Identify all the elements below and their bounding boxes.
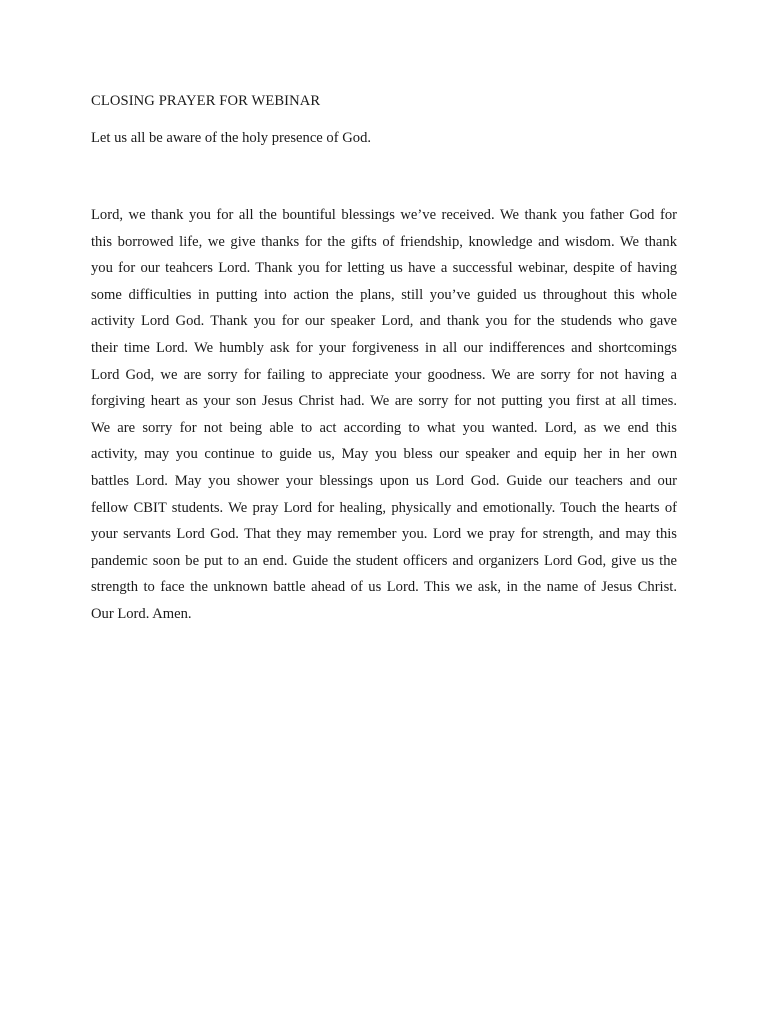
prayer-line: strength to face the unknown battle ahead of us Lord. This we ask, in the name of Jesus Christ. bbox=[91, 579, 677, 596]
document-title: CLOSING PRAYER FOR WEBINAR bbox=[91, 93, 321, 109]
prayer-line: fellow CBIT students. We pray Lord for healing, physically and emotionally. Touch the hearts of bbox=[91, 499, 677, 516]
prayer-line: your servants Lord God. That they may remember you. Lord we pray for strength, and may this bbox=[91, 526, 677, 543]
prayer-line: you for our teahcers Lord. Thank you for letting us have a successful webinar, despite of having bbox=[91, 260, 677, 277]
prayer-line: Our Lord. Amen. bbox=[91, 605, 192, 622]
prayer-line: some difficulties in putting into action the plans, still you’ve guided us throughout this whole bbox=[91, 286, 677, 303]
prayer-line: Lord God, we are sorry for failing to appreciate your goodness. We are sorry for not having a bbox=[91, 366, 677, 383]
prayer-line: We are sorry for not being able to act according to what you wanted. Lord, as we end this bbox=[91, 419, 677, 436]
prayer-line: their time Lord. We humbly ask for your forgiveness in all our indifferences and shortcomings bbox=[91, 339, 677, 356]
prayer-body bbox=[91, 202, 677, 628]
prayer-line: activity Lord God. Thank you for our speaker Lord, and thank you for the studends who gave bbox=[91, 313, 677, 330]
prayer-line: forgiving heart as your son Jesus Christ had. We are sorry for not putting you first at all times. bbox=[91, 393, 677, 410]
prayer-line: activity, may you continue to guide us, May you bless our speaker and equip her in her own bbox=[91, 446, 677, 463]
prayer-line: Lord, we thank you for all the bountiful blessings we’ve received. We thank you father God for bbox=[91, 207, 677, 223]
prayer-line: pandemic soon be put to an end. Guide the student officers and organizers Lord God, give us the bbox=[91, 552, 677, 569]
prayer-line: battles Lord. May you shower your blessings upon us Lord God. Guide our teachers and our bbox=[91, 472, 677, 489]
intro-line: Let us all be aware of the holy presence of God. bbox=[91, 130, 372, 146]
prayer-line: this borrowed life, we give thanks for the gifts of friendship, knowledge and wisdom. We thank bbox=[91, 233, 677, 250]
